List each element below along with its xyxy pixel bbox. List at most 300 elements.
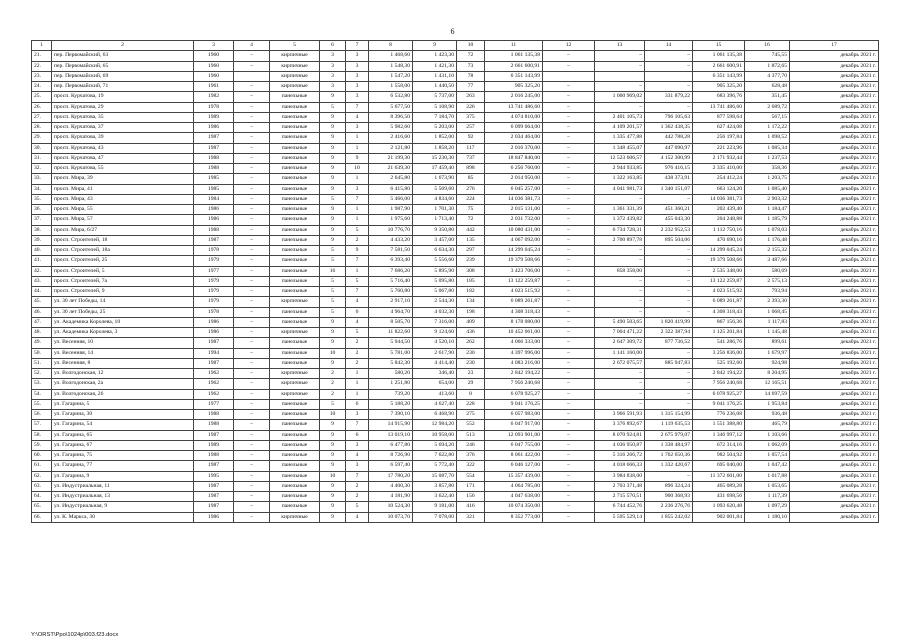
table-cell: 1 053,65 (745, 481, 790, 491)
table-cell: 409 (457, 317, 485, 327)
table-cell: декабрь 2021 г. (790, 297, 879, 307)
table-cell: декабрь 2021 г. (790, 369, 879, 379)
table-cell: ул. К. Маркса, 30 (52, 512, 194, 522)
table-cell: – (543, 471, 595, 481)
table-cell: 4 (346, 297, 369, 307)
table-cell: 6 046 127,00 (485, 461, 543, 471)
table-cell: – (234, 481, 270, 491)
table-cell: 72 (457, 51, 485, 61)
table-cell: – (543, 164, 595, 174)
table-cell: 3 (346, 71, 369, 81)
table-row (32, 174, 879, 184)
table-cell: 1 762 650,36 (645, 451, 693, 461)
table-cell: 5 316 266,72 (595, 451, 645, 461)
table-cell: 525 192,60 (693, 358, 745, 368)
table-cell: 3 (346, 184, 369, 194)
table-cell: декабрь 2021 г. (790, 328, 879, 338)
table-cell: 1 000 969,02 (595, 92, 645, 102)
table-cell: 1962 (194, 369, 234, 379)
table-cell: 224 (457, 194, 485, 204)
table-cell: 9 (320, 430, 346, 440)
table-cell: панельные (270, 143, 320, 153)
table-cell: 10 073,70 (369, 512, 413, 522)
table-cell: 8 204,95 (745, 369, 790, 379)
table-cell: 1 061 135,38 (693, 51, 745, 61)
table-cell: 1 372 439,82 (595, 215, 645, 225)
table-cell: 877 736,52 (645, 338, 693, 348)
table-cell: 1960 (194, 71, 234, 81)
table-cell: 1 085,34 (745, 143, 790, 153)
table-cell: – (543, 153, 595, 163)
table-cell: 1987 (194, 235, 234, 245)
table-cell: декабрь 2021 г. (790, 164, 879, 174)
table-cell: просп. Курчатова, 43 (52, 143, 194, 153)
table-cell (543, 71, 595, 81)
table-cell: декабрь 2021 г. (790, 246, 879, 256)
table-cell: ул. Гагарина, 77 (52, 461, 194, 471)
table-cell: 683 396,76 (693, 92, 745, 102)
table-cell: кирпичные (270, 328, 320, 338)
table-cell: 4 023 515,92 (485, 287, 543, 297)
table-cell: 9 (320, 481, 346, 491)
table-cell: декабрь 2021 г. (790, 440, 879, 450)
table-cell: 1 362 438,35 (645, 123, 693, 133)
table-cell: 1 125 201,84 (693, 328, 745, 338)
table-cell: декабрь 2021 г. (790, 174, 879, 184)
table-cell: 13 122 259,87 (485, 276, 543, 286)
table-cell: декабрь 2021 г. (790, 276, 879, 286)
table-cell: 2 (346, 338, 369, 348)
table-cell: 7 686,20 (369, 266, 413, 276)
table-cell: 2 416,60 (369, 133, 413, 143)
table-cell: панельные (270, 123, 320, 133)
table-cell: 1988 (194, 410, 234, 420)
table-cell: 1 361 331,39 (595, 205, 645, 215)
table-cell: 1978 (194, 246, 234, 256)
table-cell: 9 (320, 205, 346, 215)
table-cell: 5 842,30 (369, 358, 413, 368)
column-header: 2 (52, 41, 194, 51)
table-cell: 9 124,60 (413, 328, 457, 338)
table-cell: 4 066 333,00 (485, 338, 543, 348)
table-cell: – (595, 51, 645, 61)
table-cell: 6 (346, 307, 369, 317)
table-cell: 8 061 422,00 (485, 451, 543, 461)
table-cell: 11 372 601,00 (693, 471, 745, 481)
table-cell: 1962 (194, 379, 234, 389)
table-cell: просп. Курчатова, 47 (52, 153, 194, 163)
table-cell: 654,00 (413, 379, 457, 389)
table-cell: 1987 (194, 430, 234, 440)
table-cell: 42. (32, 266, 52, 276)
table-cell: 24. (32, 82, 52, 92)
table-cell: 442 788,28 (645, 133, 693, 143)
table-cell: декабрь 2021 г. (790, 205, 879, 215)
table-cell: 1 340 151,07 (645, 184, 693, 194)
table-cell: 7 184,70 (413, 112, 457, 122)
table-cell: 2 842 194,22 (693, 369, 745, 379)
table-cell: 5 (320, 256, 346, 266)
table-cell: 5 (346, 502, 369, 512)
table-cell: 6 078 925,27 (485, 389, 543, 399)
table-cell: ул. 30 лет Победы, 14 (52, 297, 194, 307)
table-cell: – (595, 399, 645, 409)
table-cell: 1960 (194, 61, 234, 71)
table-cell: 1 558,00 (369, 82, 413, 92)
table-cell: – (543, 461, 595, 471)
table-cell: 1 852,00 (413, 133, 457, 143)
table-cell: 4 (346, 317, 369, 327)
table-cell: 436 (457, 328, 485, 338)
table-cell: 52. (32, 369, 52, 379)
table-cell: 5 (346, 225, 369, 235)
table-row (32, 194, 879, 204)
table-cell: 7 (346, 471, 369, 481)
table-cell: 3 (346, 440, 369, 450)
table-cell: декабрь 2021 г. (790, 92, 879, 102)
table-cell: – (543, 82, 595, 92)
table-cell: – (645, 194, 693, 204)
table-cell: панельные (270, 492, 320, 502)
table-cell: 4 152 300,99 (645, 153, 693, 163)
table-cell: 5 188,20 (369, 399, 413, 409)
table-cell: ул. Индустриальная, 13 (52, 492, 194, 502)
table-cell: 4 (346, 512, 369, 522)
table-cell: 2 647 309,72 (595, 338, 645, 348)
table-cell: – (234, 153, 270, 163)
table-cell: 45. (32, 297, 52, 307)
table-cell: 1 117,83 (745, 317, 790, 327)
table-cell: 1 078,03 (745, 225, 790, 235)
table-cell: 2 617,90 (413, 348, 457, 358)
table-cell: декабрь 2021 г. (790, 451, 879, 461)
table-cell: 1987 (194, 133, 234, 143)
table-cell: 9 (320, 174, 346, 184)
table-cell: 1 (346, 133, 369, 143)
table-cell: – (645, 266, 693, 276)
table-cell: 21 199,30 (369, 153, 413, 163)
table-cell: 29 (457, 379, 485, 389)
table-cell: декабрь 2021 г. (790, 215, 879, 225)
table-cell: 9 (320, 235, 346, 245)
table-cell: 2 (320, 369, 346, 379)
table-cell: – (543, 276, 595, 286)
column-header: 4 (234, 41, 270, 51)
table-cell: 23 (457, 369, 485, 379)
table-cell: 4 181,90 (369, 492, 413, 502)
table-cell: 2 (346, 348, 369, 358)
table-cell: 9 (320, 133, 346, 143)
table-cell: просп. Строителей, 9 (52, 287, 194, 297)
table-cell: – (234, 358, 270, 368)
table-cell: – (543, 112, 595, 122)
table-cell: – (543, 194, 595, 204)
table-cell: 580,20 (369, 369, 413, 379)
table-cell: 1987 (194, 338, 234, 348)
table-cell: 9 (320, 164, 346, 174)
table-cell (234, 71, 270, 81)
table-cell: 413,60 (413, 389, 457, 399)
table-cell: 185 (457, 276, 485, 286)
table-cell: 2 944 933,85 (595, 164, 645, 174)
table-cell: декабрь 2021 г. (790, 338, 879, 348)
table-cell: 4 083 216,00 (485, 358, 543, 368)
table-cell: 202 439,40 (693, 205, 745, 215)
table-cell: 6 477,80 (369, 440, 413, 450)
table-cell: 1989 (194, 440, 234, 450)
table-cell: 580,69 (745, 266, 790, 276)
table-cell: 2 672 075,57 (595, 358, 645, 368)
table-cell: 6 351 143,99 (693, 71, 745, 81)
table-cell: 1 673,90 (413, 174, 457, 184)
table-cell: – (645, 369, 693, 379)
table-cell: 1988 (194, 420, 234, 430)
table-cell: просп. Строителей, 18а (52, 246, 194, 256)
table-cell: панельные (270, 471, 320, 481)
table-cell: 1988 (194, 164, 234, 174)
table-cell: 4 041 981,73 (595, 184, 645, 194)
table-cell: 12 093 901,00 (485, 430, 543, 440)
table-cell: 3 (346, 51, 369, 61)
table-cell: ул. Гагарина, 67 (52, 440, 194, 450)
table-cell: декабрь 2021 г. (790, 256, 879, 266)
table-cell: 672 314,16 (693, 440, 745, 450)
column-header: 16 (745, 41, 790, 51)
table-cell: 7 (346, 256, 369, 266)
table-cell: декабрь 2021 г. (790, 389, 879, 399)
table-cell: 55. (32, 399, 52, 409)
table-cell: – (234, 61, 270, 71)
table-cell: 9 (320, 502, 346, 512)
table-cell: ул. Волгодонская, 2а (52, 379, 194, 389)
table-cell: 9 (346, 153, 369, 163)
table-cell: просп. Курчатова, 39 (52, 133, 194, 143)
table-cell: 567,15 (745, 112, 790, 122)
table-cell: – (234, 256, 270, 266)
table-cell: 877 598,64 (693, 112, 745, 122)
table-cell: кирпичные (270, 389, 320, 399)
table-cell: 4 032,30 (413, 307, 457, 317)
table-cell: панельные (270, 502, 320, 512)
column-header: 17 (790, 41, 879, 51)
table-cell: 5 944,50 (369, 338, 413, 348)
table-cell: 5 (320, 297, 346, 307)
table-cell: – (543, 256, 595, 266)
table-cell: 1994 (194, 348, 234, 358)
table-cell: – (234, 420, 270, 430)
table-cell: 14 299 045,24 (693, 246, 745, 256)
table-cell: 8 070 924,81 (595, 430, 645, 440)
table-cell: 6 468,90 (413, 410, 457, 420)
table-cell: – (645, 287, 693, 297)
table-cell: 117 (457, 143, 485, 153)
table-cell: панельные (270, 164, 320, 174)
table-cell: 6 532,80 (369, 92, 413, 102)
table-cell: – (595, 256, 645, 266)
table-cell: 60. (32, 451, 52, 461)
table-cell: декабрь 2021 г. (790, 471, 879, 481)
table-cell: ул. Гагарина, 9 (52, 471, 194, 481)
table-row (32, 287, 879, 297)
table-cell: 2 675 979,07 (645, 430, 693, 440)
table-cell: 182 (457, 287, 485, 297)
table-cell: 65. (32, 502, 52, 512)
table-cell: 9 (346, 246, 369, 256)
table-cell: декабрь 2021 г. (790, 61, 879, 71)
table-cell: 1995 (194, 471, 234, 481)
table-cell: 5 466,00 (369, 194, 413, 204)
table-cell: 1 421,30 (413, 61, 457, 71)
table-cell: 5 (320, 287, 346, 297)
table-cell: – (595, 307, 645, 317)
table-cell: 14 697,59 (745, 389, 790, 399)
table-cell: 346,40 (413, 369, 457, 379)
table-cell: 66. (32, 512, 52, 522)
table-cell: – (595, 297, 645, 307)
table-cell: – (645, 379, 693, 389)
table-cell: 745,55 (745, 51, 790, 61)
table-cell: 6 057 983,00 (485, 410, 543, 420)
table-cell: панельные (270, 358, 320, 368)
table-cell: просп. Мира, 39 (52, 174, 194, 184)
table-cell: 858 358,00 (595, 266, 645, 276)
table-cell: 25. (32, 92, 52, 102)
table-cell: 48. (32, 328, 52, 338)
table-cell: 1982 (194, 92, 234, 102)
table-cell: 2 917,10 (369, 297, 413, 307)
table-cell: 1989 (194, 112, 234, 122)
table-cell: 4 036 950,87 (595, 440, 645, 450)
table-cell: кирпичные (270, 71, 320, 81)
table-cell: – (543, 205, 595, 215)
table-cell: 46. (32, 307, 52, 317)
table-cell: – (543, 451, 595, 461)
table-cell: 1 (346, 205, 369, 215)
table-cell: 4 433,20 (369, 235, 413, 245)
table-cell: 902 001,84 (693, 512, 745, 522)
table-cell: – (234, 184, 270, 194)
table-cell: 900 368,93 (645, 492, 693, 502)
table-cell: – (543, 287, 595, 297)
table-cell: ул. Гагарина, 30 (52, 410, 194, 420)
table-cell: 230 (457, 348, 485, 358)
table-row (32, 512, 879, 522)
table-cell: 9 (320, 451, 346, 461)
table-cell: 8 505,70 (369, 317, 413, 327)
table-cell: 12 523 606,57 (595, 153, 645, 163)
table-cell: – (645, 61, 693, 71)
table-cell: 1986 (194, 512, 234, 522)
table-cell: 1 141 160,00 (595, 348, 645, 358)
table-cell: 7 316,00 (413, 317, 457, 327)
table-cell: 1 237,53 (745, 153, 790, 163)
table-cell: 6 078 925,27 (693, 389, 745, 399)
table-cell: 57. (32, 420, 52, 430)
table-cell: – (543, 348, 595, 358)
table-cell: 5 694,20 (413, 440, 457, 450)
table-cell: 19 379 508,66 (485, 256, 543, 266)
table-cell: 10 (346, 164, 369, 174)
table-row (32, 276, 879, 286)
table-cell: 5 (320, 246, 346, 256)
table-cell: 6 415,80 (369, 184, 413, 194)
table-row (32, 112, 879, 122)
table-cell: 16 (320, 266, 346, 276)
table-cell: 470 690,16 (693, 235, 745, 245)
table-cell: 27. (32, 112, 52, 122)
column-header: 9 (413, 41, 457, 51)
table-cell: 455 043,30 (645, 215, 693, 225)
table-cell: 62. (32, 471, 52, 481)
table-cell: 3 984 838,00 (595, 471, 645, 481)
table-cell: – (234, 410, 270, 420)
table-cell: 1960 (194, 51, 234, 61)
table-cell: 1 987,90 (369, 205, 413, 215)
table-row (32, 235, 879, 245)
table-cell: 6 597,40 (369, 461, 413, 471)
table-cell: – (234, 194, 270, 204)
table-cell: 14 036 381,73 (693, 194, 745, 204)
table-cell: 7 390,10 (369, 410, 413, 420)
table-cell: 77 (457, 82, 485, 92)
table-cell: 3 966 591,93 (595, 410, 645, 420)
table-cell: 6 351 143,99 (485, 71, 543, 81)
table-cell: 257 (457, 123, 485, 133)
table-cell: 8 (457, 389, 485, 399)
table-cell: ул. Индустриальная, 9 (52, 502, 194, 512)
table-cell: 6 045 257,00 (485, 184, 543, 194)
table-cell: 982 504,92 (693, 451, 745, 461)
table-cell: 322 (457, 461, 485, 471)
table-cell: 10 080 431,00 (485, 225, 543, 235)
table-cell: – (645, 389, 693, 399)
table-cell: декабрь 2021 г. (790, 410, 879, 420)
table-cell: 3 457,00 (413, 235, 457, 245)
table-cell: 1 713,40 (413, 215, 457, 225)
table-cell: панельные (270, 440, 320, 450)
table-cell: пер. Первомайский, 65 (52, 61, 194, 71)
table-cell: панельные (270, 451, 320, 461)
table-cell: 1 097,29 (745, 502, 790, 512)
table-header-row (32, 41, 879, 51)
table-cell: 4 023 515,92 (693, 287, 745, 297)
table-cell: – (645, 51, 693, 61)
table-cell: 1 855 242,02 (645, 512, 693, 522)
table-cell: 2 842 194,22 (485, 369, 543, 379)
table-cell: 3 (346, 82, 369, 92)
table-cell: 465,79 (745, 420, 790, 430)
table-cell: – (595, 102, 645, 112)
table-cell: 2 903,32 (745, 194, 790, 204)
table-cell: 171 (457, 481, 485, 491)
table-row (32, 410, 879, 420)
table-cell: – (543, 512, 595, 522)
table-cell: 78 (457, 71, 485, 81)
table-cell: – (543, 51, 595, 61)
table-cell: 14 036 381,73 (485, 194, 543, 204)
table-cell: 8 178 080,00 (485, 317, 543, 327)
table-cell: панельные (270, 317, 320, 327)
table-cell: – (645, 297, 693, 307)
table-cell: 9 (320, 184, 346, 194)
table-cell: 13 741 486,60 (485, 102, 543, 112)
table-cell: 2 393,30 (745, 297, 790, 307)
table-cell: – (543, 369, 595, 379)
table-cell: – (234, 112, 270, 122)
table-cell: 1979 (194, 287, 234, 297)
table-cell: декабрь 2021 г. (790, 225, 879, 235)
table-cell: – (543, 235, 595, 245)
